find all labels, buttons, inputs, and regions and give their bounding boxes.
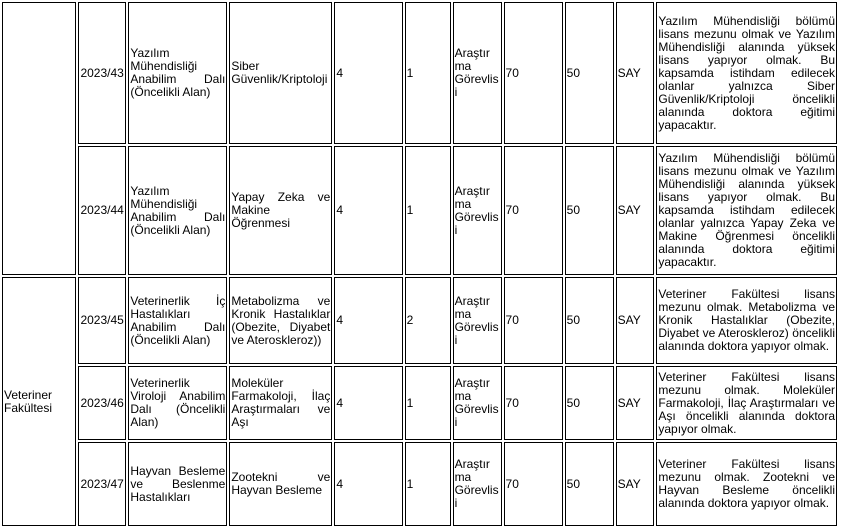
code-cell: 2023/43 (78, 2, 126, 144)
language-cell: 50 (565, 146, 614, 275)
count-cell: 1 (405, 366, 451, 440)
department-cell: Veterinerlik Viroloji Anabilim Dalı (Öncelikli Alan) (128, 366, 227, 440)
table-row (2, 366, 837, 440)
score-type-cell: SAY (616, 2, 655, 144)
count-cell: 2 (405, 277, 451, 364)
conditions-cell: Veteriner Fakültesi lisans mezunu olmak. Moleküler Farmakoloji, İlaç Araştırmaları ve Aşı öncelikli alanında doktora yapıyor olmak. (656, 366, 837, 440)
level-cell: 4 (334, 146, 402, 275)
ales-cell: 70 (504, 277, 563, 364)
area-cell: Zootekni ve Hayvan Besleme (229, 442, 332, 526)
ales-cell: 70 (504, 2, 563, 144)
table-row (2, 146, 837, 275)
score-type-cell: SAY (616, 277, 655, 364)
score-type-cell: SAY (616, 442, 655, 526)
score-type-cell: SAY (616, 366, 655, 440)
table-row (2, 442, 837, 526)
count-cell: 1 (405, 2, 451, 144)
department-cell: Veterinerlik İç Hastalıkları Anabilim Dalı (Öncelikli Alan) (128, 277, 227, 364)
level-cell: 4 (334, 277, 402, 364)
title-cell: Araştırma Görevlisi (453, 277, 502, 364)
title-cell: Araştırma Görevlisi (453, 442, 502, 526)
title-cell: Araştırma Görevlisi (453, 146, 502, 275)
conditions-cell: Veteriner Fakültesi lisans mezunu olmak. Metabolizma ve Kronik Hastalıklar (Obezite, Diyabet ve Ateroskleroz) öncelikli alanında doktora yapıyor olmak. (656, 277, 837, 364)
title-cell: Araştırma Görevlisi (453, 2, 502, 144)
area-cell: Moleküler Farmakoloji, İlaç Araştırmaları ve Aşı (229, 366, 332, 440)
faculty-cell (2, 2, 76, 275)
language-cell: 50 (565, 277, 614, 364)
department-cell: Yazılım Mühendisliği Anabilim Dalı (Öncelikli Alan) (128, 2, 227, 144)
faculty-cell: Veteriner Fakültesi (2, 277, 76, 526)
level-cell: 4 (334, 2, 402, 144)
code-cell: 2023/47 (78, 442, 126, 526)
code-cell: 2023/46 (78, 366, 126, 440)
area-cell: Yapay Zeka ve Makine Öğrenmesi (229, 146, 332, 275)
count-cell: 1 (405, 146, 451, 275)
department-cell: Hayvan Besleme ve Beslenme Hastalıkları (128, 442, 227, 526)
level-cell: 4 (334, 442, 402, 526)
language-cell: 50 (565, 366, 614, 440)
count-cell: 1 (405, 442, 451, 526)
ales-cell: 70 (504, 366, 563, 440)
ales-cell: 70 (504, 146, 563, 275)
code-cell: 2023/45 (78, 277, 126, 364)
level-cell: 4 (334, 366, 402, 440)
ales-cell: 70 (504, 442, 563, 526)
area-cell: Metabolizma ve Kronik Hastalıklar (Obezite, Diyabet ve Ateroskleroz)) (229, 277, 332, 364)
language-cell: 50 (565, 442, 614, 526)
conditions-cell: Yazılım Mühendisliği bölümü lisans mezunu olmak ve Yazılım Mühendisliği alanında yüksek lisans yapıyor olmak. Bu kapsamda istihdam edilecek olanlar yalnızca Yapay Zeka ve Makine Öğrenmesi öncelikli alanında doktora eğitimi yapacaktır. (656, 146, 837, 275)
table-row (2, 2, 837, 144)
conditions-cell: Veteriner Fakültesi lisans mezunu olmak. Zootekni ve Hayvan Besleme öncelikli alanında doktora yapıyor olmak. (656, 442, 837, 526)
score-type-cell: SAY (616, 146, 655, 275)
title-cell: Araştırma Görevlisi (453, 366, 502, 440)
code-cell: 2023/44 (78, 146, 126, 275)
table-row (2, 277, 837, 364)
language-cell: 50 (565, 2, 614, 144)
department-cell: Yazılım Mühendisliği Anabilim Dalı (Öncelikli Alan) (128, 146, 227, 275)
area-cell: Siber Güvenlik/Kriptoloji (229, 2, 332, 144)
conditions-cell: Yazılım Mühendisliği bölümü lisans mezunu olmak ve Yazılım Mühendisliği alanında yüksek lisans yapıyor olmak. Bu kapsamda istihdam edilecek olanlar yalnızca Siber Güvenlik/Kriptoloji öncelikli alanında doktora eğitimi yapacaktır. (656, 2, 837, 144)
